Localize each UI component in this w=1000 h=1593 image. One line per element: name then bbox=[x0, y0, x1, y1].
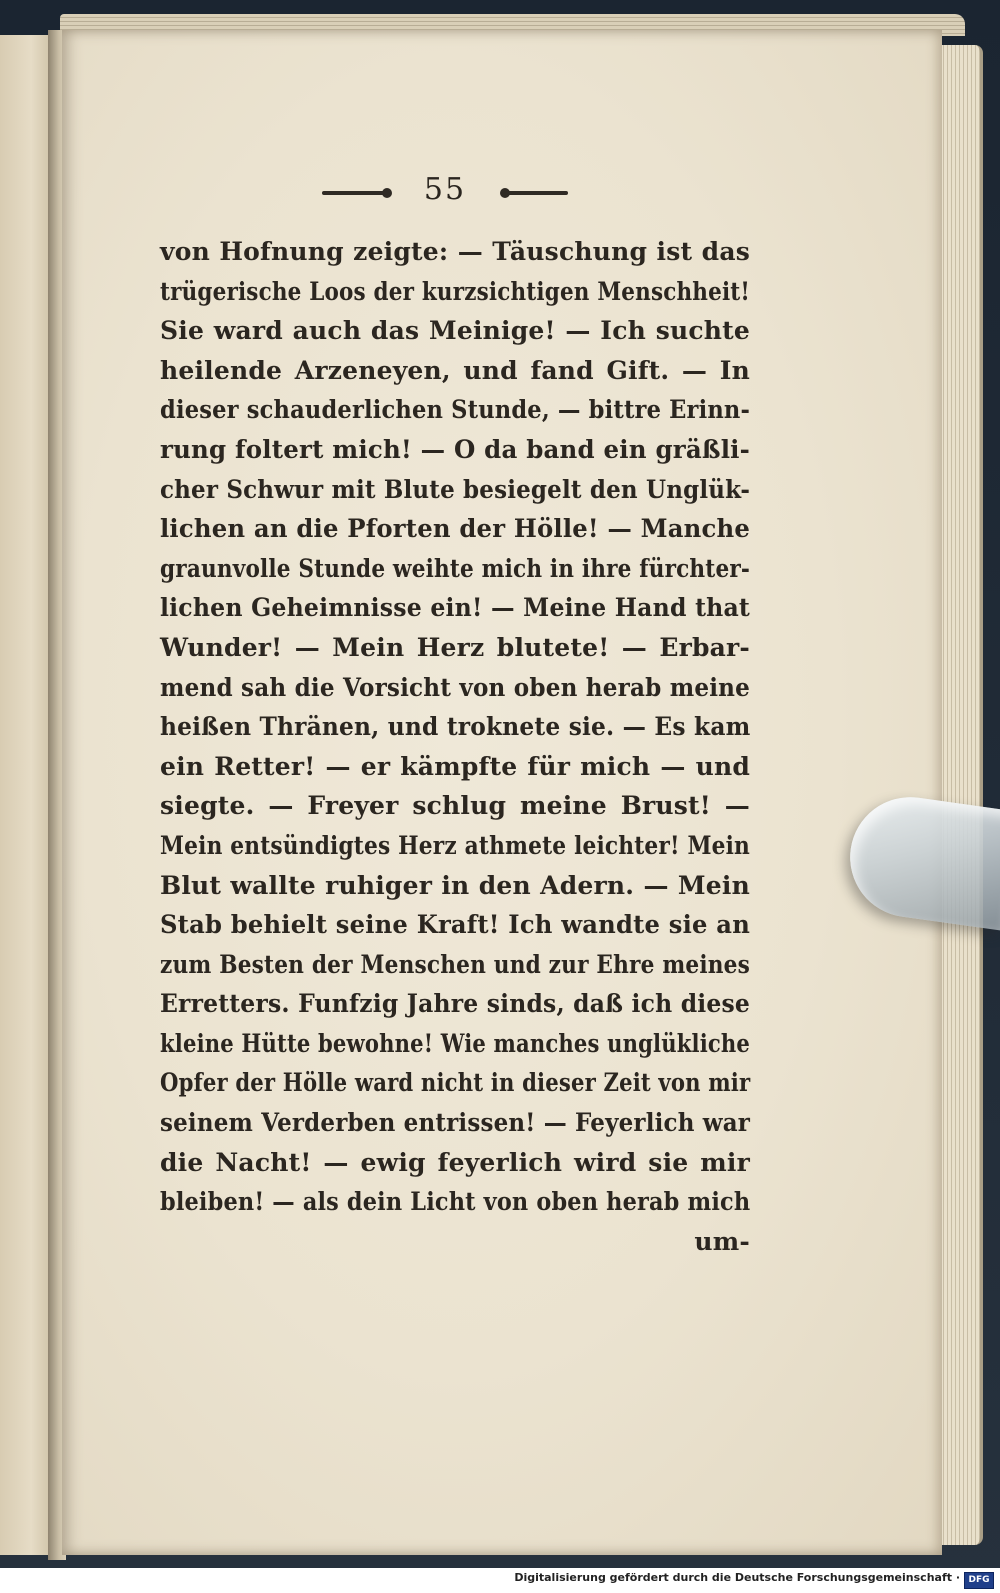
text-line: Opfer der Hölle ward nicht in dieser Zeit von mir bbox=[160, 1068, 751, 1098]
text-line: bleiben! — als dein Licht von oben herab mich bbox=[160, 1187, 751, 1217]
text-line: Blut wallte ruhiger in den Adern. — Mein bbox=[160, 870, 750, 900]
text-line: Wunder! — Mein Herz blutete! — Erbar- bbox=[160, 632, 750, 662]
text-line: siegte. — Freyer schlug meine Brust! — bbox=[160, 791, 750, 821]
text-line: kleine Hütte bewohne! Wie manches unglükliche bbox=[160, 1028, 751, 1058]
running-head bbox=[0, 172, 1000, 212]
text-line: lichen an die Pforten der Hölle! — Manche bbox=[160, 514, 751, 544]
text-line: heilende Arzeneyen, und fand Gift. — In bbox=[160, 355, 750, 385]
body-text bbox=[160, 232, 750, 1261]
text-line: Erretters. Funfzig Jahre sinds, daß ich diese bbox=[160, 989, 751, 1019]
text-line: seinem Verderben entrissen! — Feyerlich war bbox=[160, 1108, 751, 1138]
text-line: cher Schwur mit Blute besiegelt den Unglük- bbox=[160, 474, 751, 504]
text-line: trügerische Loos der kurzsichtigen Menschheit! bbox=[160, 276, 751, 306]
facing-page-edge bbox=[0, 35, 54, 1555]
catchword: um- bbox=[694, 1226, 750, 1256]
text-line: zum Besten der Menschen und zur Ehre meines bbox=[160, 949, 751, 979]
funding-credit: Digitalisierung gefördert durch die Deutsche Forschungsgemeinschaft · bbox=[514, 1571, 960, 1584]
dfg-logo-icon: DFG bbox=[964, 1572, 994, 1589]
text-line: Stab behielt seine Kraft! Ich wandte sie an bbox=[160, 910, 750, 940]
ornament-left-icon bbox=[322, 191, 390, 195]
text-line: die Nacht! — ewig feyerlich wird sie mir bbox=[160, 1147, 750, 1177]
footer-bar bbox=[0, 1568, 1000, 1593]
text-line: Sie ward auch das Meinige! — Ich suchte bbox=[160, 316, 750, 346]
text-line: lichen Geheimnisse ein! — Meine Hand that bbox=[160, 593, 751, 623]
text-line: rung foltert mich! — O da band ein gräßli- bbox=[160, 434, 751, 464]
text-line: mend sah die Vorsicht von oben herab meine bbox=[160, 672, 750, 702]
text-line: heißen Thränen, und troknete sie. — Es kam bbox=[160, 712, 751, 742]
ornament-right-icon bbox=[502, 191, 568, 195]
page-number: 55 bbox=[423, 172, 467, 207]
text-line: ein Retter! — er kämpfte für mich — und bbox=[160, 751, 750, 781]
text-line: Mein entsündigtes Herz athmete leichter! Mein bbox=[160, 830, 750, 860]
text-line: von Hofnung zeigte: — Täuschung ist das bbox=[160, 237, 750, 266]
text-line: dieser schauderlichen Stunde, — bittre Erinn- bbox=[160, 395, 751, 425]
text-line: graunvolle Stunde weihte mich in ihre fürchter- bbox=[160, 553, 751, 583]
